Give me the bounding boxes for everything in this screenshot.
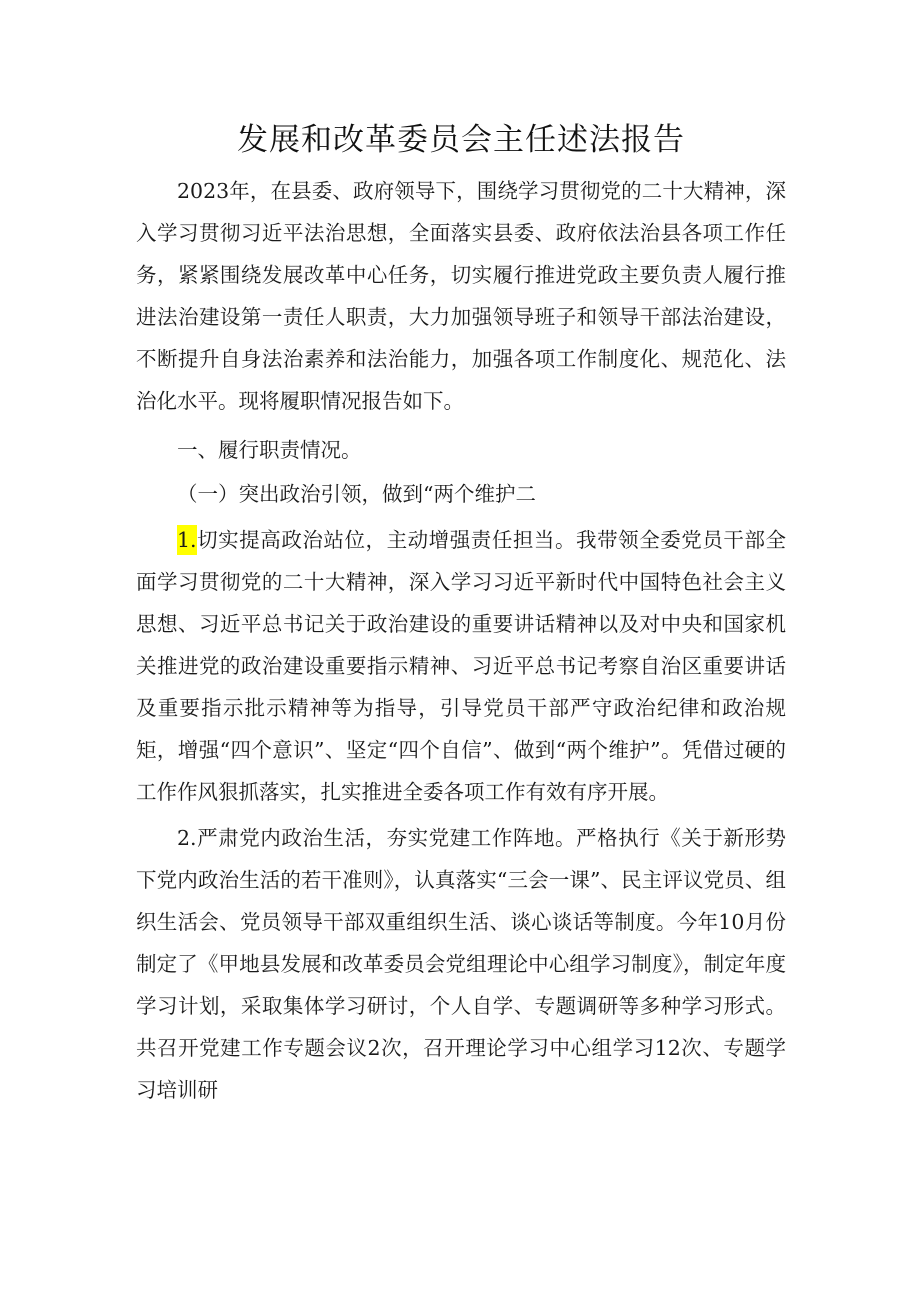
section-heading-1: 一、履行职责情况。 bbox=[177, 438, 362, 462]
intro-paragraph: 2023年，在县委、政府领导下，围绕学习贯彻党的二十大精神，深入学习贯彻习近平法治思想，全面落实县委、政府依法治县各项工作任务，紧紧围绕发展改革中心任务，切实履行推进党政主要负责人履行推进法治建设第一责任人职责，大力加强领导班子和领导干部法治建设，不断提升自身法治素养和法治能力，加强各项工作制度化、规范化、法治化水平。现将履职情况报告如下。 bbox=[136, 179, 786, 413]
subsection-heading-1: （一）突出政治引领，做到“两个维护二 bbox=[177, 482, 536, 506]
list-item-2: 2.严肃党内政治生活，夯实党建工作阵地。严格执行《关于新形势下党内政治生活的若干准则》，认真落实“三会一课”、民主评议党员、组织生活会、党员领导干部双重组织生活、谈心谈话等制度。今年10月份制定了《甲地县发展和改革委员会党组理论中心组学习制度》，制定年度学习计划，采取集体学习研讨，个人自学、专题调研等多种学习形式。共召开党建工作专题会议2次，召开理论学习中心组学习12次、专题学习培训研 bbox=[136, 826, 786, 1102]
document-title: 发展和改革委员会主任述法报告 bbox=[237, 122, 685, 158]
list-item-1 bbox=[136, 519, 786, 813]
highlighted-item-number: 1. bbox=[177, 525, 197, 555]
list-item-1-text: 切实提高政治站位，主动增强责任担当。我带领全委党员干部全面学习贯彻党的二十大精神，深入学习习近平新时代中国特色社会主义思想、习近平总书记关于政治建设的重要讲话精神以及对中央和国家机关推进党的政治建设重要指示精神、习近平总书记考察自治区重要讲话及重要指示批示精神等为指导，引导党员干部严守政治纪律和政治规矩，增强“四个意识”、坚定“四个自信”、做到“两个维护”。凭借过硬的工作作风狠抓落实，扎实推进全委各项工作有效有序开展。 bbox=[136, 528, 786, 804]
document-page bbox=[136, 0, 786, 1111]
